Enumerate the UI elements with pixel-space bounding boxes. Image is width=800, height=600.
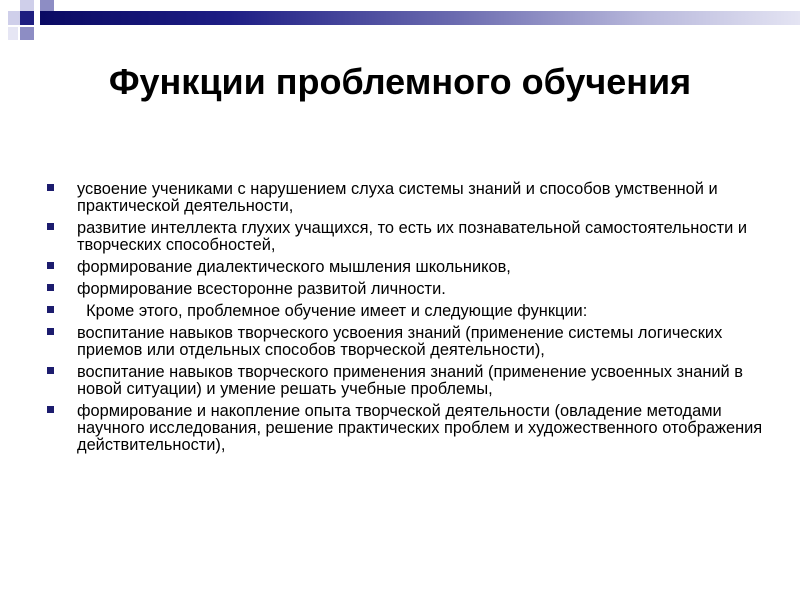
list-item-text: воспитание навыков творческого применения знаний (применение усвоенных знаний в новой ситуации) и умение решать учебные проблемы,	[77, 363, 743, 399]
list-item-text: формирование и накопление опыта творческой деятельности (овладение методами научного исследования, решение практических проблем и художественного отображения действительности),	[77, 402, 763, 454]
slide-title: Функции проблемного обучения	[108, 61, 692, 102]
list-item	[44, 325, 784, 358]
square-bullet-icon	[47, 284, 54, 291]
header-gradient-bar	[40, 11, 800, 25]
list-item-text: усвоение учениками с нарушением слуха системы знаний и способов умственной и практической деятельности,	[77, 180, 718, 215]
decor-square	[20, 27, 34, 40]
square-bullet-icon	[47, 262, 54, 269]
square-bullet-icon	[47, 406, 54, 413]
square-bullet-icon	[47, 367, 54, 374]
decor-square	[40, 0, 54, 11]
square-bullet-icon	[47, 223, 54, 230]
decor-square	[20, 11, 34, 25]
square-bullet-icon	[47, 184, 54, 191]
list-item	[44, 259, 784, 276]
bullet-list	[44, 181, 784, 459]
decor-square	[20, 0, 34, 11]
list-item	[44, 403, 784, 453]
list-item-text: воспитание навыков творческого усвоения знаний (применение системы логических приемов или отдельных способов творческой деятельности),	[77, 324, 723, 360]
list-item	[44, 181, 784, 214]
list-item	[44, 220, 784, 253]
list-item-text: формирование всесторонне развитой личности.	[77, 280, 446, 299]
list-item	[44, 364, 784, 397]
decor-square	[8, 27, 18, 40]
list-item-text: развитие интеллекта глухих учащихся, то есть их познавательной самостоятельности и творческих способностей,	[77, 218, 747, 254]
decor-square	[8, 11, 20, 25]
list-item	[44, 303, 784, 320]
list-item-text: Кроме этого, проблемное обучение имеет и следующие функции:	[77, 302, 588, 321]
square-bullet-icon	[47, 328, 54, 335]
list-item-text: формирование диалектического мышления школьников,	[77, 257, 511, 276]
list-item	[44, 281, 784, 298]
square-bullet-icon	[47, 306, 54, 313]
